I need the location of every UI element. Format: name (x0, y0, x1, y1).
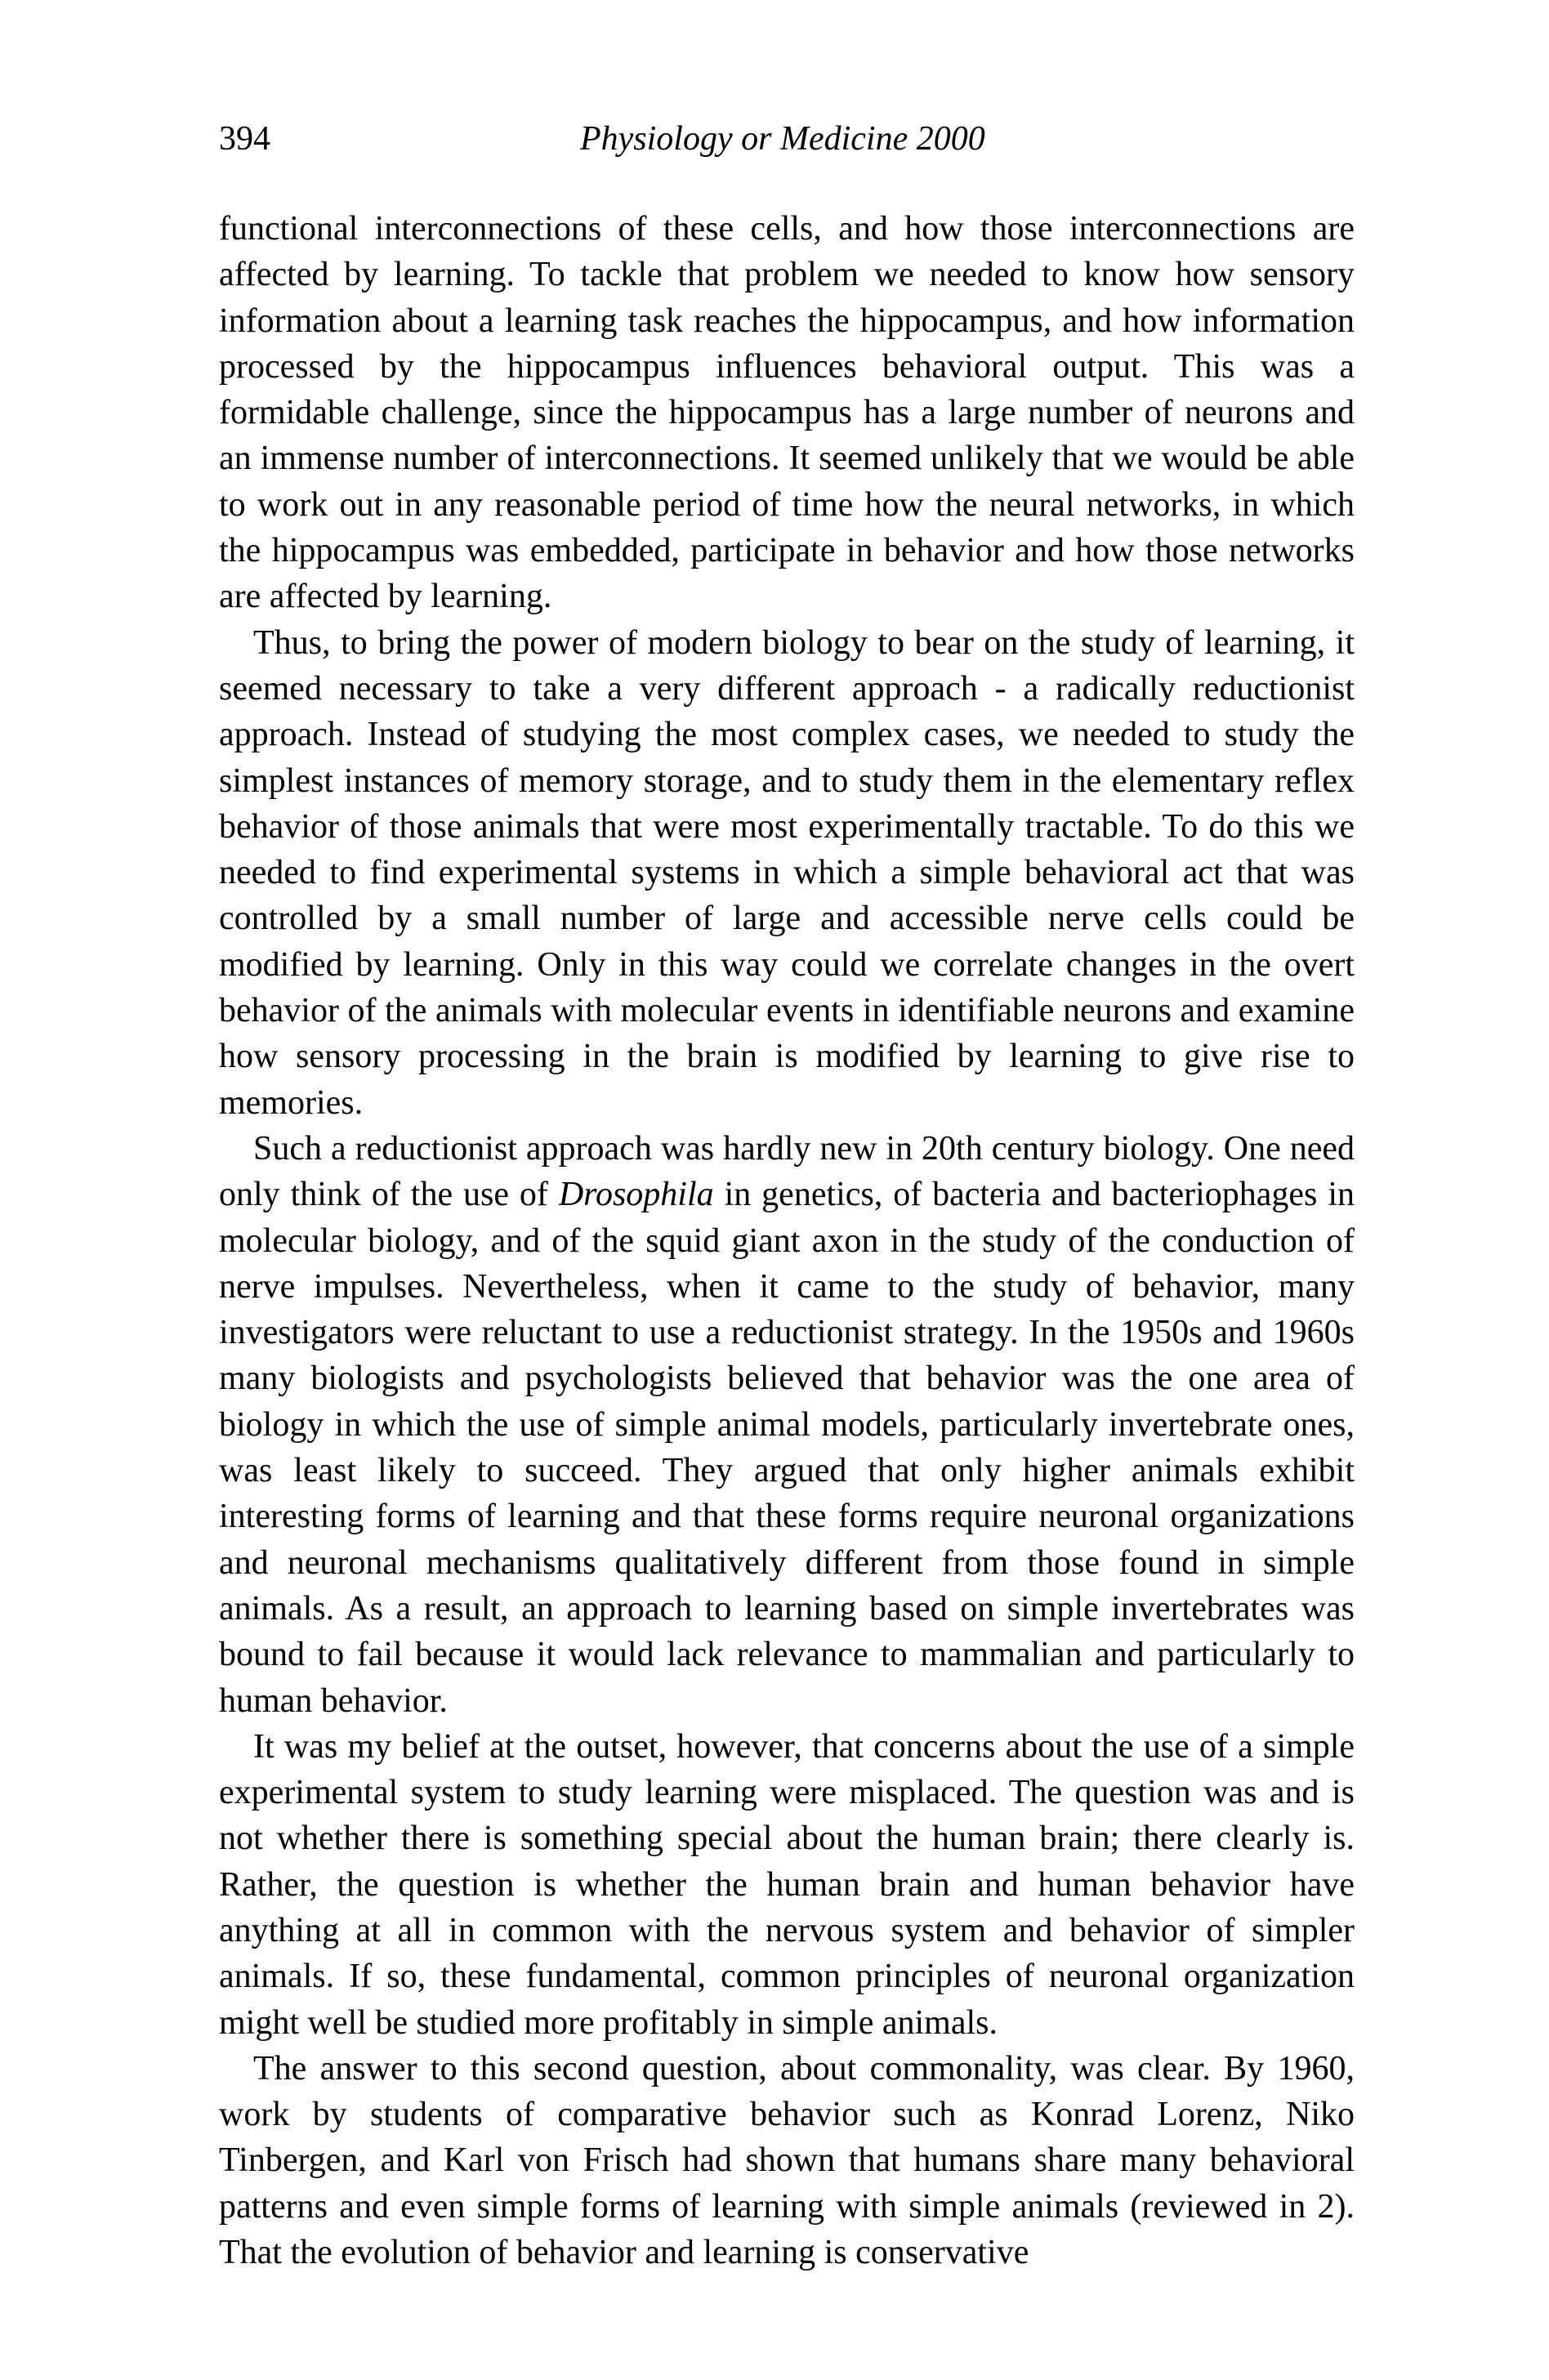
body-text (219, 206, 1355, 2275)
paragraph-4: It was my belief at the outset, however, that concerns about the use of a simple experimental system to study learning were misplaced. The question was and is not whether there is something special about the human brain; there clearly is. Rather, the question is whether the human brain and human behavior have anything at all in common with the nervous system and behavior of simpler animals. If so, these fundamental, common principles of neuronal organization might well be studied more profitably in simple animals. (219, 1727, 1355, 2042)
paragraph-1: functional interconnections of these cells, and how those interconnections are affected by learning. To tackle that problem we needed to know how sensory information about a learning task reaches the hippocampus, and how information processed by the hippocampus influences behavioral output. This was a formidable challenge, since the hippocampus has a large number of neurons and an immense number of interconnections. It seemed unlikely that we would be able to work out in any reasonable period of time how the neural networks, in which the hippocampus was embedded, participate in behavior and how those networks are affected by learning. (219, 210, 1355, 616)
paragraph-2: Thus, to bring the power of modern biology to bear on the study of learning, it seemed necessary to take a very different approach - a radically reductionist approach. Instead of studying the most complex cases, we needed to study the simplest instances of memory storage, and to study them in the elementary reflex behavior of those animals that were most experimentally tractable. To do this we needed to find experimental systems in which a simple behavioral act that was controlled by a small number of large and accessible nerve cells could be modified by learning. Only in this way could we correlate changes in the overt behavior of the animals with molecular events in identifiable neurons and examine how sensory processing in the brain is modified by learning to give rise to memories. (219, 623, 1355, 1122)
paragraph-3-start: Such a reductionist approach was hardly new in 20th century biology. One need only think of the use of (219, 1129, 1355, 1214)
paragraph-3 (219, 1126, 1355, 1724)
running-title: Physiology or Medicine 2000 (580, 120, 985, 158)
paragraph-5: The answer to this second question, about commonality, was clear. By 1960, work by students of comparative behavior such as Konrad Lorenz, Niko Tinbergen, and Karl von Frisch had shown that humans share many behavioral patterns and even simple forms of learning with simple animals (reviewed in 2). That the evolution of behavior and learning is conservative (219, 2049, 1355, 2272)
running-header (219, 114, 1355, 163)
paragraph-3-end: in genetics, of bacteria and bacteriophages in molecular biology, and of the squid giant axon in the study of the conduction of nerve impulses. Nevertheless, when it came to the study of behavior, many investigators were reluctant to use a reductionist strategy. In the 1950s and 1960s many biologists and psychologists believed that behavior was the one area of biology in which the use of simple animal models, particularly invertebrate ones, was least likely to succeed. They argued that only higher animals exhibit interesting forms of learning and that these forms require neuronal organizations and neuronal mechanisms qualitatively different from those found in simple animals. As a result, an approach to learning based on simple invertebrates was bound to fail because it would lack relevance to mammalian and particularly to human behavior. (219, 1176, 1355, 1720)
page-number: 394 (219, 120, 270, 158)
drosophila-term: Drosophila (558, 1176, 714, 1214)
book-page (219, 114, 1355, 2275)
